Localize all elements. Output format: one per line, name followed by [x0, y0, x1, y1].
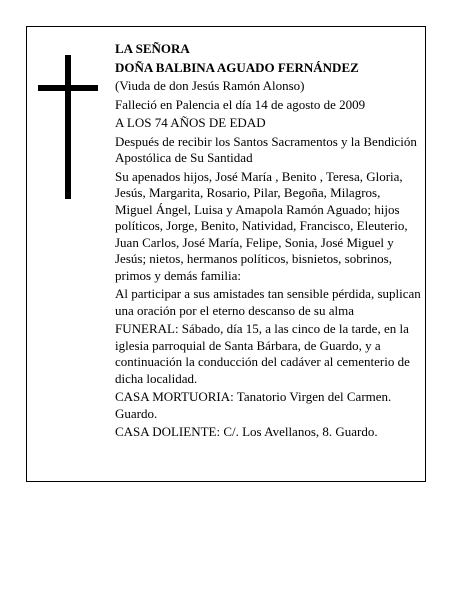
notice-title-line: LA SEÑORA — [115, 41, 190, 56]
mortuary-paragraph: CASA MORTUORIA: Tanatorio Virgen del Carmen. Guardo. — [115, 389, 392, 421]
request-paragraph: Al participar a sus amistades tan sensible pérdida, suplican una oración por el eterno descanso de su alma — [115, 286, 421, 318]
cross-icon — [38, 55, 98, 199]
widow-of-line: (Viuda de don Jesús Ramón Alonso) — [115, 78, 305, 93]
funeral-paragraph: FUNERAL: Sábado, día 15, a las cinco de la tarde, en la iglesia parroquial de Santa Bárbara, de Guardo, y a continuación la conducción del cadáver al cementerio de dicha localidad. — [115, 321, 410, 386]
death-line: Falleció en Palencia el día 14 de agosto de 2009 — [115, 96, 366, 112]
family-paragraph: Su apenados hijos, José María , Benito , Teresa, Gloria, Jesús, Margarita, Rosario, Pilar, Begoña, Milagros, Miguel Ángel, Luisa y Amapola Ramón Aguado; hijos políticos, Jorge, Benito, Natividad, Francisco, Eleuterio, Juan Carlos, José María, Felipe, Sonia, José Miguel y Jesús; nietos, hermanos políticos, bisnietos, sobrinos, primos y demás familia: — [115, 168, 408, 283]
cross-vertical-bar — [65, 55, 71, 199]
cross-horizontal-bar — [38, 85, 98, 91]
sacraments-paragraph: Después de recibir los Santos Sacramentos y la Bendición Apostólica de Su Santidad — [115, 133, 417, 165]
deceased-name: DOÑA BALBINA AGUADO FERNÁNDEZ — [115, 59, 359, 75]
age-line: A LOS 74 AÑOS DE EDAD — [115, 115, 266, 130]
notice-text — [115, 41, 421, 443]
obituary-notice — [26, 26, 426, 482]
home-paragraph: CASA DOLIENTE: C/. Los Avellanos, 8. Guardo. — [115, 424, 378, 439]
